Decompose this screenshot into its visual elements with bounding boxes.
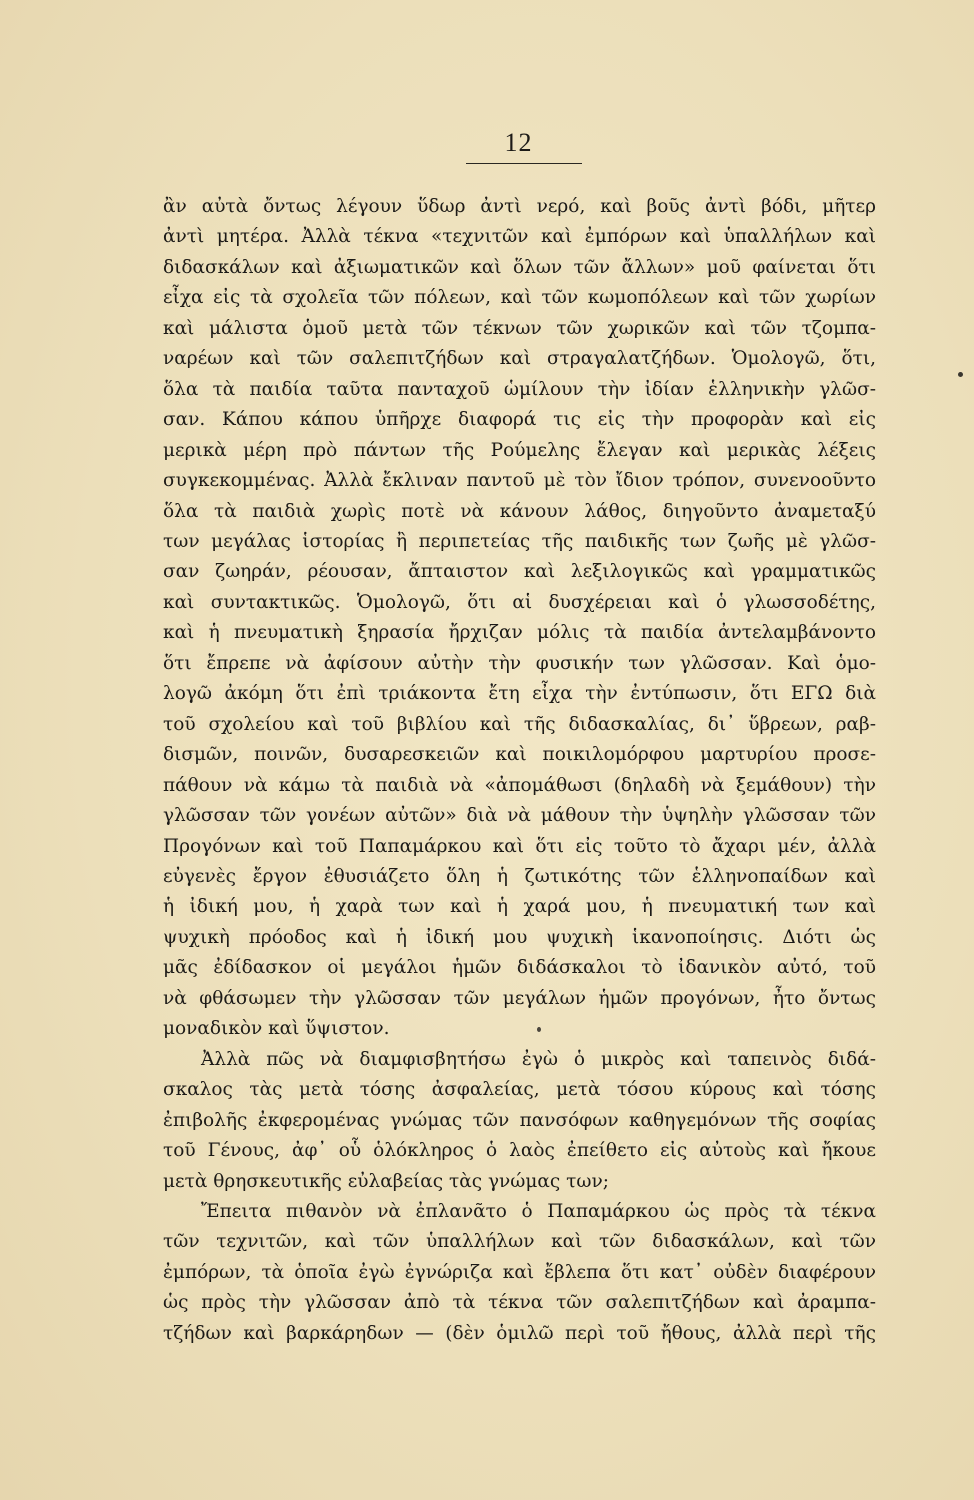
text-line: γλῶσσαν τῶν γονέων αὐτῶν» διὰ νὰ μάθουν τὴν ὑψηλὴν γλῶσσαν τῶν <box>163 805 876 827</box>
text-line: μερικὰ μέρη πρὸ πάντων τῆς Ρούμελης ἔλεγαν καὶ μερικὰς λέξεις <box>163 439 876 461</box>
text-line: ψυχικὴ πρόοδος καὶ ἡ ἰδική μου ψυχικὴ ἱκανοποίησις. Διότι ὡς <box>163 926 876 948</box>
text-line: τζήδων καὶ βαρκάρηδων — (δὲν ὁμιλῶ περὶ τοῦ ἤθους, ἀλλὰ περὶ τῆς <box>163 1322 876 1344</box>
text-line: ἐμπόρων, τὰ ὁποῖα ἐγὼ ἐγνώριζα καὶ ἔβλεπα ὅτι κατ᾽ οὐδὲν διαφέρουν <box>163 1261 876 1283</box>
text-line: ὅλα τὰ παιδία ταῦτα πανταχοῦ ὡμίλουν τὴν ἰδίαν ἑλληνικὴν γλῶσ- <box>163 378 876 400</box>
text-line: νὰ φθάσωμεν τὴν γλῶσσαν τῶν μεγάλων ἡμῶν προγόνων, ἦτο ὄντως <box>163 987 876 1009</box>
text-line: ὅλα τὰ παιδιὰ χωρὶς ποτὲ νὰ κάνουν λάθος, διηγοῦντο ἀναμεταξύ <box>163 500 876 522</box>
text-line: δισμῶν, ποινῶν, δυσαρεσκειῶν καὶ ποικιλομόρφου μαρτυρίου προσε- <box>163 744 876 766</box>
text-line: καὶ ἡ πνευματικὴ ξηρασία ἤρχιζαν μόλις τὰ παιδία ἀντελαμβάνοντο <box>163 622 876 644</box>
text-line: εὐγενὲς ἔργον ἐθυσιάζετο ὅλη ἡ ζωτικότης τῶν ἑλληνοπαίδων καὶ <box>163 865 876 887</box>
text-line: Ἀλλὰ πῶς νὰ διαμφισβητήσω ἐγὼ ὁ μικρὸς καὶ ταπεινὸς διδά- <box>201 1048 876 1070</box>
text-line: σαν. Κάπου κάπου ὑπῆρχε διαφορά τις εἰς τὴν προφορὰν καὶ εἰς <box>163 409 876 431</box>
text-line: ἀντὶ μητέρα. Ἀλλὰ τέκνα «τεχνιτῶν καὶ ἐμπόρων καὶ ὑπαλλήλων καὶ <box>163 226 876 248</box>
margin-ink-dot <box>958 372 963 377</box>
text-line: συγκεκομμένας. Ἀλλὰ ἔκλιναν παντοῦ μὲ τὸν ἴδιον τρόπον, συνενοοῦντο <box>163 470 876 492</box>
text-line: καὶ μάλιστα ὁμοῦ μετὰ τῶν τέκνων τῶν χωρικῶν καὶ τῶν τζομπα- <box>163 317 876 339</box>
text-line: Προγόνων καὶ τοῦ Παπαμάρκου καὶ ὅτι εἰς τοῦτο τὸ ἄχαρι μέν, ἀλλὰ <box>163 835 876 857</box>
text-line: ἡ ἰδική μου, ἡ χαρὰ των καὶ ἡ χαρά μου, ἡ πνευματική των καὶ <box>163 896 876 918</box>
text-line: πάθουν νὰ κάμω τὰ παιδιὰ νὰ «ἀπομάθωσι (δηλαδὴ νὰ ξεμάθουν) τὴν <box>163 774 876 796</box>
text-line: ὡς πρὸς τὴν γλῶσσαν ἀπὸ τὰ τέκνα τῶν σαλεπιτζήδων καὶ ἀραμπα- <box>163 1292 876 1314</box>
header-rule <box>466 163 582 164</box>
text-line: Ἔπειτα πιθανὸν νὰ ἐπλανᾶτο ὁ Παπαμάρκου ὡς πρὸς τὰ τέκνα <box>201 1200 876 1222</box>
text-line: μᾶς ἐδίδασκον οἱ μεγάλοι ἡμῶν διδάσκαλοι τὸ ἰδανικὸν αὐτό, τοῦ <box>163 957 876 979</box>
text-line: ναρέων καὶ τῶν σαλεπιτζήδων καὶ στραγαλατζήδων. Ὁμολογῶ, ὅτι, <box>163 348 876 370</box>
text-line: ἐπιβολῆς ἐκφερομένας γνώμας τῶν πανσόφων καθηγεμόνων τῆς σοφίας <box>163 1109 876 1131</box>
text-line: μοναδικὸν καὶ ὕψιστον. <box>163 1018 390 1040</box>
text-line: τοῦ Γένους, ἀφ᾽ οὗ ὁλόκληρος ὁ λαὸς ἐπείθετο εἰς αὐτοὺς καὶ ἤκουε <box>163 1140 876 1162</box>
text-line: εἶχα εἰς τὰ σχολεῖα τῶν πόλεων, καὶ τῶν κωμοπόλεων καὶ τῶν χωρίων <box>163 287 876 309</box>
text-line: τῶν τεχνιτῶν, καὶ τῶν ὑπαλλήλων καὶ τῶν διδασκάλων, καὶ τῶν <box>163 1231 876 1253</box>
body-text <box>163 192 876 1349</box>
text-line: σκαλος τὰς μετὰ τόσης ἀσφαλείας, μετὰ τόσου κύρους καὶ τόσης <box>163 1079 876 1101</box>
text-line: σαν ζωηράν, ρέουσαν, ἄπταιστον καὶ λεξιλογικῶς καὶ γραμματικῶς <box>163 561 876 583</box>
text-line: μετὰ θρησκευτικῆς εὐλαβείας τὰς γνώμας των; <box>163 1170 609 1192</box>
page-number: 12 <box>504 128 533 157</box>
paper-speck <box>537 1027 541 1032</box>
text-line: των μεγάλας ἱστορίας ἢ περιπετείας τῆς παιδικῆς των ζωῆς μὲ γλῶσ- <box>163 530 876 552</box>
text-line: λογῶ ἀκόμη ὅτι ἐπὶ τριάκοντα ἔτη εἶχα τὴν ἐντύπωσιν, ὅτι ΕΓΩ διὰ <box>163 683 876 705</box>
text-line: τοῦ σχολείου καὶ τοῦ βιβλίου καὶ τῆς διδασκαλίας, δι᾽ ὕβρεων, ραβ- <box>163 713 876 735</box>
text-line: ὅτι ἔπρεπε νὰ ἀφίσουν αὐτὴν τὴν φυσικήν των γλῶσσαν. Καὶ ὁμο- <box>163 652 876 674</box>
text-line: καὶ συντακτικῶς. Ὁμολογῶ, ὅτι αἱ δυσχέρειαι καὶ ὁ γλωσσοδέτης, <box>163 591 876 613</box>
text-line: διδασκάλων καὶ ἀξιωματικῶν καὶ ὅλων τῶν ἄλλων» μοῦ φαίνεται ὅτι <box>163 256 876 278</box>
text-line: ἂν αὐτὰ ὄντως λέγουν ὕδωρ ἀντὶ νερό, καὶ βοῦς ἀντὶ βόδι, μῆτερ <box>163 196 876 217</box>
